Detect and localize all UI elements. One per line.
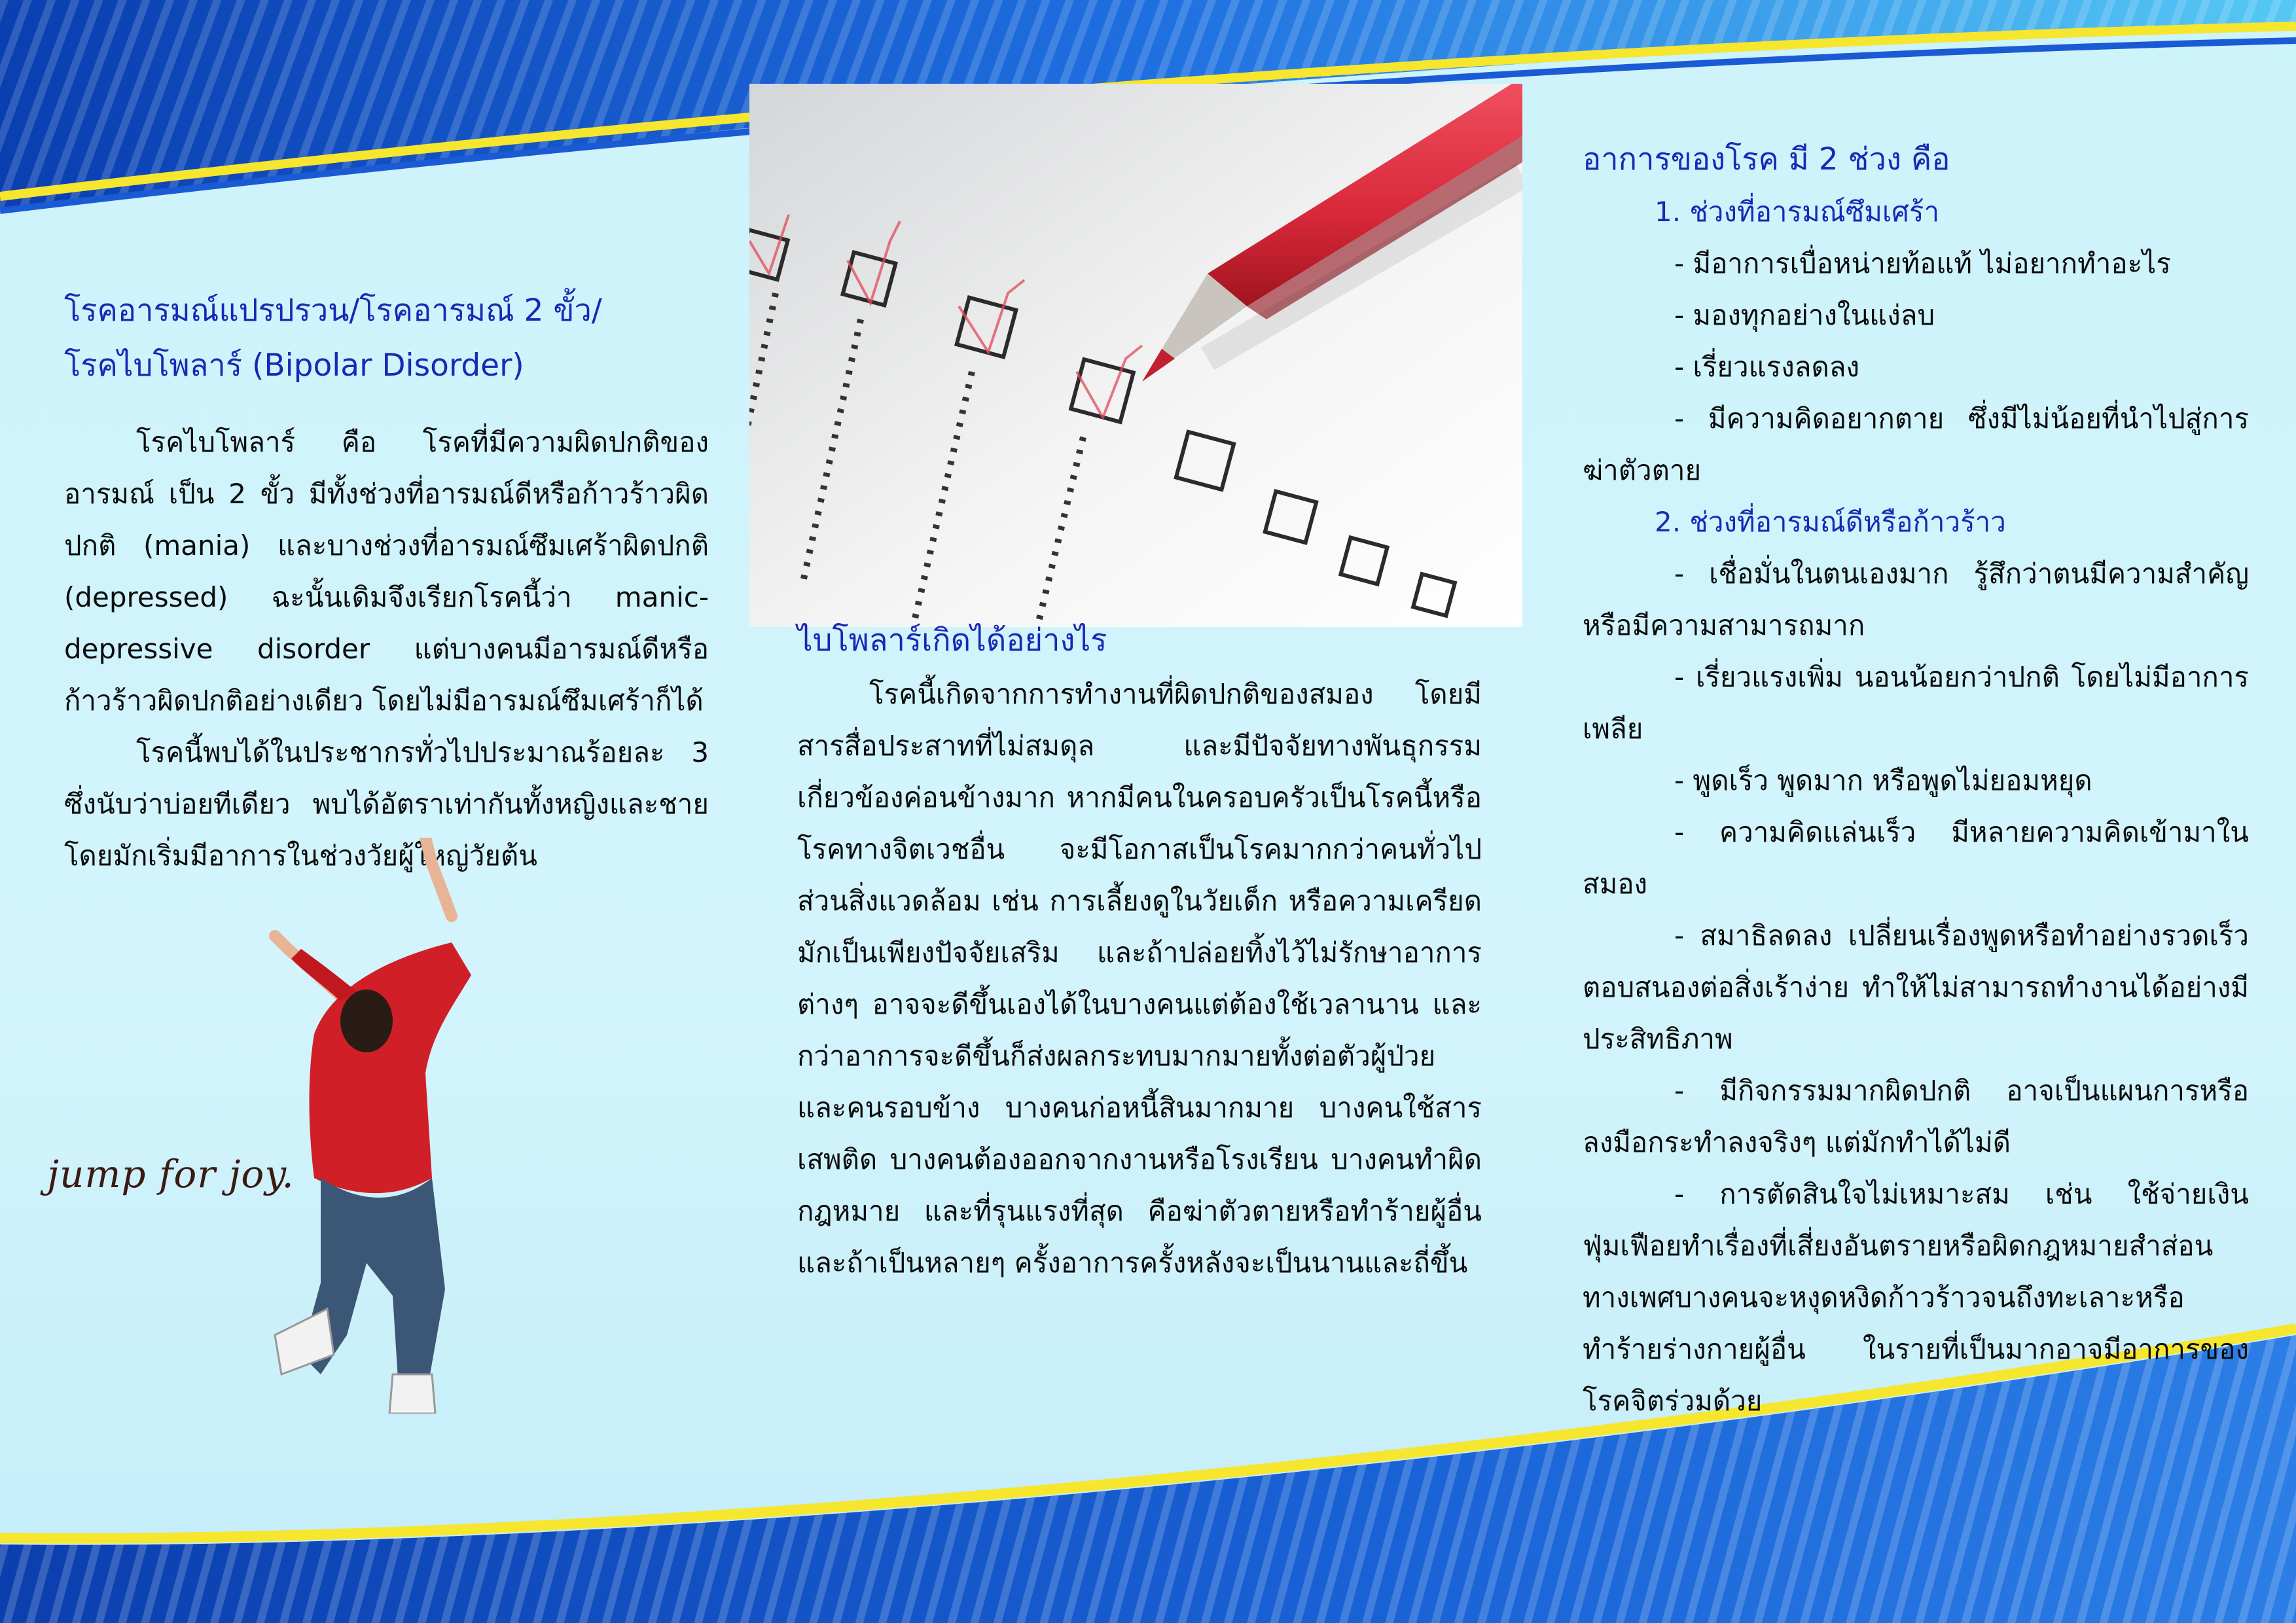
phase2-item-7: - การตัดสินใจไม่เหมาะสม เช่น ใช้จ่ายเงินฟุ่มเฟือยทำเรื่องที่เสี่ยงอันตรายหรือผิดกฎหมายสำส่อนทางเพศบางคนจะหงุดหงิดก้าวร้าวจนถึงทะเลาะหรือทำร้ายร่างกายผู้อื่น ในรายที่เป็นมากอาจมีอาการของโรคจิตร่วมด้วย [1583,1178,2249,1417]
left-title-line1: โรคอารมณ์แปรปรวน/โรคอารมณ์ 2 ขั้ว/ [64,293,602,329]
phase1-item-4: - มีความคิดอยากตาย ซึ่งมีไม่น้อยที่นำไปสู่การฆ่าตัวตาย [1583,402,2249,486]
phase2-item-1: - เชื่อมั่นในตนเองมาก รู้สึกว่าตนมีความสำคัญหรือมีความสามารถมาก [1583,558,2249,641]
right-body [1583,186,2249,1427]
phase1-heading: 1. ช่วงที่อารมณ์ซึมเศร้า [1655,196,1940,228]
phase2-heading: 2. ช่วงที่อารมณ์ดีหรือก้าวร้าว [1655,506,2006,538]
phase1-item-1: - มีอาการเบื่อหน่ายท้อแท้ ไม่อยากทำอะไร [1674,247,2171,279]
phase2-item-6: - มีกิจกรรมมากผิดปกติ อาจเป็นแผนการหรือลงมือกระทำลงจริงๆ แต่มักทำได้ไม่ดี [1583,1075,2249,1158]
left-title-line2: โรคไบโพลาร์ (Bipolar Disorder) [64,348,524,383]
middle-body [797,668,1482,1289]
left-title [64,283,719,393]
left-body [64,416,709,882]
left-paragraph-2: โรคนี้พบได้ในประชากรทั่วไปประมาณร้อยละ 3 ซึ่งนับว่าบ่อยทีเดียว พบได้อัตราเท่ากันทั้งหญิงและชาย โดยมักเริ่มมีอาการในช่วงวัยผู้ใหญ่วัยต้น [64,736,709,872]
jumping-person-photo [236,838,602,1414]
right-title: อาการของโรค มี 2 ช่วง คือ [1583,141,1950,177]
middle-title: ไบโพลาร์เกิดได้อย่างไร [797,622,1107,658]
photo-caption: jump for joy. [47,1152,295,1196]
middle-paragraph: โรคนี้เกิดจากการทำงานที่ผิดปกติของสมอง โดยมีสารสื่อประสาทที่ไม่สมดุล และมีปัจจัยทางพันธุกรรมเกี่ยวข้องค่อนข้างมาก หากมีคนในครอบครัวเป็นโรคนี้หรือโรคทางจิตเวชอื่น จะมีโอกาสเป็นโรคมากกว่าคนทั่วไป ส่วนสิ่งแวดล้อม เช่น การเลี้ยงดูในวัยเด็ก หรือความเครียด มักเป็นเพียงปัจจัยเสริม และถ้าปล่อยทิ้งไว้ไม่รักษาอาการต่างๆ อาจจะดีขึ้นเองได้ในบางคนแต่ต้องใช้เวลานาน และกว่าอาการจะดีขึ้นก็ส่งผลกระทบมากมายทั้งต่อตัวผู้ป่วยและคนรอบข้าง บางคนก่อหนี้สินมากมาย บางคนใช้สารเสพติด บางคนต้องออกจากงานหรือโรงเรียน บางคนทำผิดกฎหมาย และที่รุนแรงที่สุด คือฆ่าตัวตายหรือทำร้ายผู้อื่น และถ้าเป็นหลายๆ ครั้งอาการครั้งหลังจะเป็นนานและถี่ขึ้น [797,678,1482,1279]
phase2-item-4: - ความคิดแล่นเร็ว มีหลายความคิดเข้ามาในสมอง [1583,816,2249,900]
phase1-item-3: - เรี่ยวแรงลดลง [1674,351,1860,383]
phase1-item-2: - มองทุกอย่างในแง่ลบ [1674,299,1935,331]
phase2-item-5: - สมาธิลดลง เปลี่ยนเรื่องพูดหรือทำอย่างรวดเร็วตอบสนองต่อสิ่งเร้าง่าย ทำให้ไม่สามารถทำงานได้อย่างมีประสิทธิภาพ [1583,919,2249,1055]
phase2-item-3: - พูดเร็ว พูดมาก หรือพูดไม่ยอมหยุด [1674,764,2092,796]
phase2-item-2: - เรี่ยวแรงเพิ่ม นอนน้อยกว่าปกติ โดยไม่มีอาการเพลีย [1583,661,2249,745]
checklist-pencil-illustration [749,84,1522,627]
left-panel [0,0,748,1623]
left-paragraph-1: โรคไบโพลาร์ คือ โรคที่มีความผิดปกติของอารมณ์ เป็น 2 ขั้ว มีทั้งช่วงที่อารมณ์ดีหรือก้าวร้าวผิดปกติ (mania) และบางช่วงที่อารมณ์ซึมเศร้าผิดปกติ (depressed) ฉะนั้นเดิมจึงเรียกโรคนี้ว่า manic-depressive disorder แต่บางคนมีอารมณ์ดีหรือก้าวร้าวผิดปกติอย่างเดียว โดยไม่มีอารมณ์ซึมเศร้าก็ได้ [64,426,709,717]
